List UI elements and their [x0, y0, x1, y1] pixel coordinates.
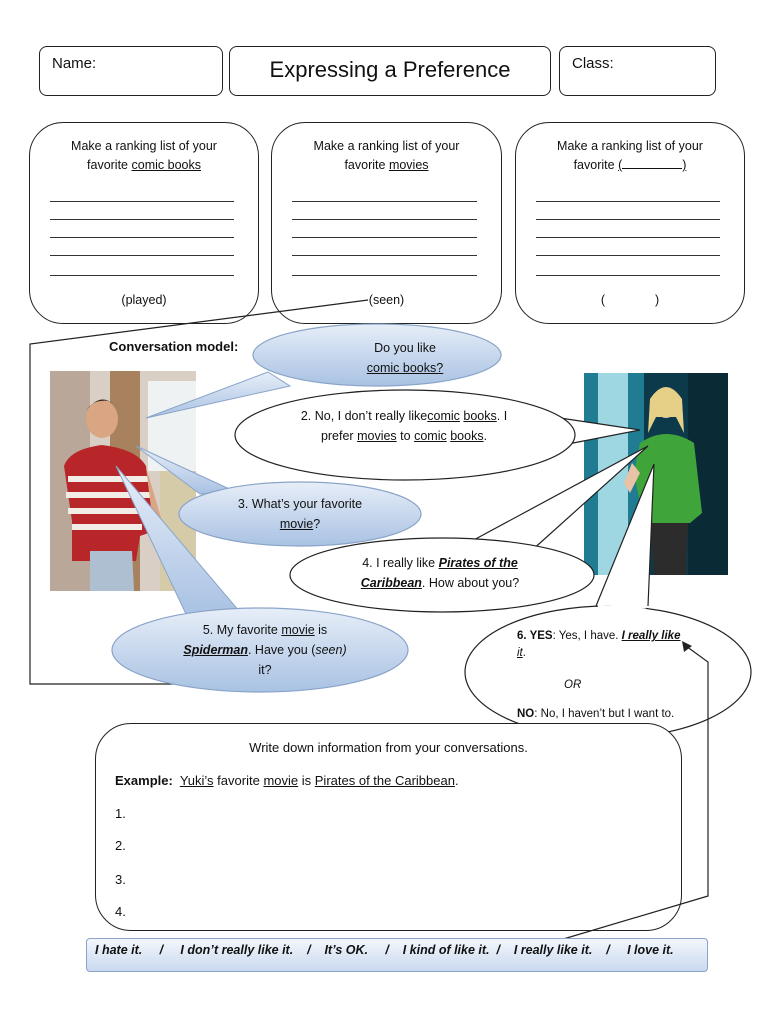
bubble-4-text: 4. I really like Pirates of the Caribbean. How about you?: [360, 556, 520, 590]
preference-scale: I hate it. / I don’t really like it. / It’s OK. / I kind of like it. / I really like it. / I love it.: [86, 938, 708, 972]
ranking-topic: movies: [388, 158, 429, 172]
bubble-3-tail: [136, 446, 236, 494]
ranking-topic: comic books: [131, 158, 201, 172]
bubble-3-text: 3. What’s your favorite movie?: [237, 497, 363, 531]
page-title: Expressing a Preference: [269, 57, 511, 82]
bubble-1-text: Do you like comic books?: [366, 341, 444, 375]
ranking-foot: ( ): [600, 293, 660, 307]
info-item-2[interactable]: 2.: [115, 838, 126, 853]
bubble-2-text: 2. No, I don’t really likecomic books. I prefer movies to comic books.: [300, 409, 508, 443]
bubble-6-text: 6. YES: Yes, I have. I really like it. OR NO: No, I haven’t but I want to.: [517, 630, 681, 720]
conversation-label: Conversation model:: [109, 339, 239, 354]
name-label: Name:: [52, 55, 97, 72]
ranking-prompt: Make a ranking list of your favorite movies: [313, 139, 460, 172]
info-item-1[interactable]: 1.: [115, 806, 126, 821]
bubble-5-text: 5. My favorite movie is Spiderman. Have you (seen) it?: [183, 623, 347, 677]
ranking-prompt: Make a ranking list of your favorite comic books: [71, 139, 217, 172]
info-item-3[interactable]: 3.: [115, 872, 126, 887]
info-example: Example: Yuki’s favorite movie is Pirates of the Caribbean.: [115, 773, 459, 788]
class-label: Class:: [572, 55, 614, 72]
info-box: [95, 723, 682, 931]
ranking-foot: (played): [121, 293, 167, 307]
info-title: Write down information from your conversations.: [249, 740, 528, 755]
ranking-prompt: Make a ranking list of your favorite ( ): [557, 139, 703, 172]
or-label: OR: [564, 679, 582, 691]
ranking-foot: (seen): [368, 293, 405, 307]
info-item-4[interactable]: 4.: [115, 904, 126, 919]
